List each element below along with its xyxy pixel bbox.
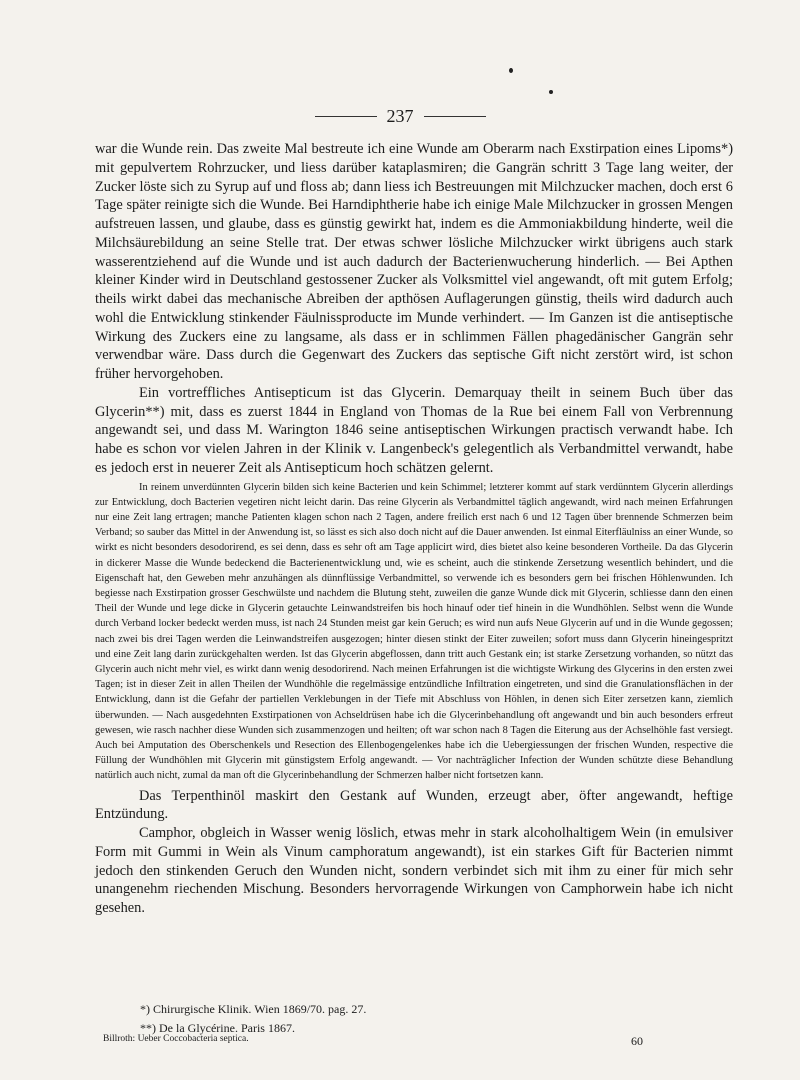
page-header <box>0 106 800 127</box>
page-footer <box>103 1034 643 1049</box>
ink-speck <box>509 68 513 73</box>
page-number: 237 <box>386 106 414 126</box>
header-rule-left <box>315 116 377 117</box>
paragraph-sugar: war die Wunde rein. Das zweite Mal bestreute ich eine Wunde am Oberarm nach Exstirpation eines Lipoms*) mit gepulvertem Rohrzucker, und liess darüber kataplasmiren; die Gangrän schritt 3 Tage lang weiter, der Zucker löste sich zu Syrup auf und floss ab; dann liess ich Bestreuungen mit Milchzucker machen, doch erst 6 Tage später reinigte sich die Wunde. Bei Harndiphtherie habe ich einige Male Milchzucker in grossen Mengen aufstreuen lassen, und glaube, dass es günstig gewirkt hat, indem es die Ammoniakbildung hinderte, weil die Milchsäurebildung an seine Stelle trat. Der etwas schwer lösliche Milchzucker wirkt übrigens auch stark wasserentziehend auf die Wunde und ist auch dadurch der Bacterienwucherung hinderlich. — Bei Apthen kleiner Kinder wird in Deutschland gestossener Zucker als Volksmittel viel angewandt, oft mit gutem Erfolg; theils wirkt dabei das mechanische Abreiben der apthösen Auflagerungen günstig, theils wird dadurch auch wohl die Entwicklung stinkender Fäulnissproducte im Munde verhindert. — Im Ganzen ist die antiseptische Wirkung des Zuckers eine zu langsame, als dass er in schlimmen Fällen phagedänischer Gangrän sehr verwendbar wäre. Dass durch die Gegenwart des Zuckers das septische Gift nicht zerstört wird, ist schon früher hervorgehoben. <box>95 141 733 382</box>
footnotes <box>140 1000 640 1038</box>
footnote-1: *) Chirurgische Klinik. Wien 1869/70. pag. 27. <box>140 1002 367 1016</box>
sheet-number: 60 <box>631 1034 643 1048</box>
small-text-content: In reinem unverdünnten Glycerin bilden sich keine Bacterien und kein Schimmel; letzterer kommt auf stark verdünntem Glycerin allerdings zur Entwicklung, doch Bacterien vegetiren nicht leicht darin. Das reine Glycerin als Verbandmittel täglich angewandt, wird nach meinen Erfahrungen nur eine Zeit lang ertragen; manche Patienten klagen schon nach 2 Tagen, andere freilich erst nach 6 und 12 Tagen über brennende Schmerzen beim Verband; so sauber das Mittel in der Anwendung ist, so lässt es sich also doch nicht auf die Dauer anwenden. Ist einmal Eiterfläulniss an einer Wunde, so wirkt es nicht besonders desodorirend, es sei denn, dass es sehr oft am Tage applicirt wird, dies bietet also keine besonderen Vortheile. Da das Glycerin in dickerer Masse die Wunde bedeckend die Bacterienentwicklung und, wie es scheint, auch die stinkende Zersetzung wesentlich behindert, und die Eigenschaft hat, den Geweben mehr anzuhängen als dünnflüssige Verbandmittel, so verwende ich es besonders gern bei frischen Höhlenwunden. Ich begiesse nach Exstirpation grosser Geschwülste und nachdem die Blutung steht, zuweilen die ganze Wunde dick mit Glycerin, schliesse dann den einen Theil der Wunde und lege dicke in Glycerin getauchte Leinwandstreifen bis hoch hinauf oder tief hinein in die Wundhöhlen. Selbst wenn die Wunde durch Verband locker bedeckt werden muss, ist nach 24 Stunden meist gar kein Geruch; es wird nun aufs Neue Glycerin auf und in die Wunde gegossen; nach zwei bis drei Tagen werden die Leinwandstreifen ausgezogen; hinter diesen stinkt der Eiter zuweilen; sofort muss dann Glycerin hineingespritzt und eine Zeit lang darin zurückgehalten werden. Ist das Glycerin abgeflossen, dann tritt auch Gestank ein; ist starke Zersetzung vorhanden, so nützt das Glycerin auch nicht mehr viel, es wirkt dann wenig desodorirend. Nach meinen Erfahrungen ist die wichtigste Wirkung des Glycerins in den ersten zwei Tagen; ist in dieser Zeit in allen Theilen der Wundhöhle die regelmässige entzündliche Infiltration eingetreten, und sind die Granulationsflächen in der Entwicklung, dann ist die Gefahr der partiellen Verklebungen in der Tiefe mit Abschluss von Höhlen, in denen sich Eiter zersetzen kann, ziemlich überwunden. — Nach ausgedehnten Exstirpationen von Achseldrüsen habe ich die Glycerinbehandlung oft angewandt und bin auch besonders erfreut gewesen, wie rasch nachher diese Wunden sich zusammenzogen und heilten; oft war schon nach 8 Tagen die Eiterung aus der Achselhöhle fast versiegt. Auch bei Amputation des Oberschenkels und Resection des Ellenbogengelenkes habe ich die Uebergiessungen der frischen Wunden, respective die Füllung der Wundhöhlen mit Glycerin mit günstigstem Erfolg angewandt. — Vor nachträglicher Infection der Wunden schützte diese Behandlung natürlich auch nicht, zumal da man oft die Glycerinbehandlung der Schmerzen halber nicht fortsetzen kann. <box>95 481 733 782</box>
paragraph-turpentine: Das Terpenthinöl maskirt den Gestank auf Wunden, erzeugt aber, öfter angewandt, heftige Entzündung. <box>95 787 733 823</box>
ink-speck <box>549 90 553 94</box>
footnote-2: **) De la Glycérine. Paris 1867. <box>140 1021 295 1035</box>
paragraph-camphor: Camphor, obgleich in Wasser wenig löslich, etwas mehr in stark alcoholhaltigem Wein (in emulsiver Form mit Gummi in Wein als Vinum camphoratum angewandt), ist ein starkes Gift für Bacterien nimmt jedoch den stinkenden Geruch den Wunden nicht, sondern verbindet sich mit ihm zu einer für mich sehr unangenehm riechenden Mischung. Besonders hervorragende Wirkungen von Camphorwein habe ich nicht gesehen. <box>95 825 733 917</box>
body-text <box>95 140 733 918</box>
paragraph-glycerin-intro: Ein vortreffliches Antisepticum ist das Glycerin. Demarquay theilt in seinem Buch über das Glycerin**) mit, dass es zuerst 1844 in England von Thomas de la Rue bei einem Fall von Verbrennung angewandt sei, und dass M. Warington 1846 seine antiseptischen Wirkungen practisch verwandt habe. Ich habe es schon vor vielen Jahren in der Klinik v. Langenbeck's gelegentlich als Verbandmittel verwandt, habe es jedoch erst in neuerer Zeit als Antisepticum hoch schätzen gelernt. <box>95 384 733 476</box>
footer-signature: Billroth: Ueber Coccobacteria septica. <box>103 1034 249 1044</box>
header-rule-right <box>424 116 486 117</box>
paragraph-glycerin-details <box>95 480 733 784</box>
